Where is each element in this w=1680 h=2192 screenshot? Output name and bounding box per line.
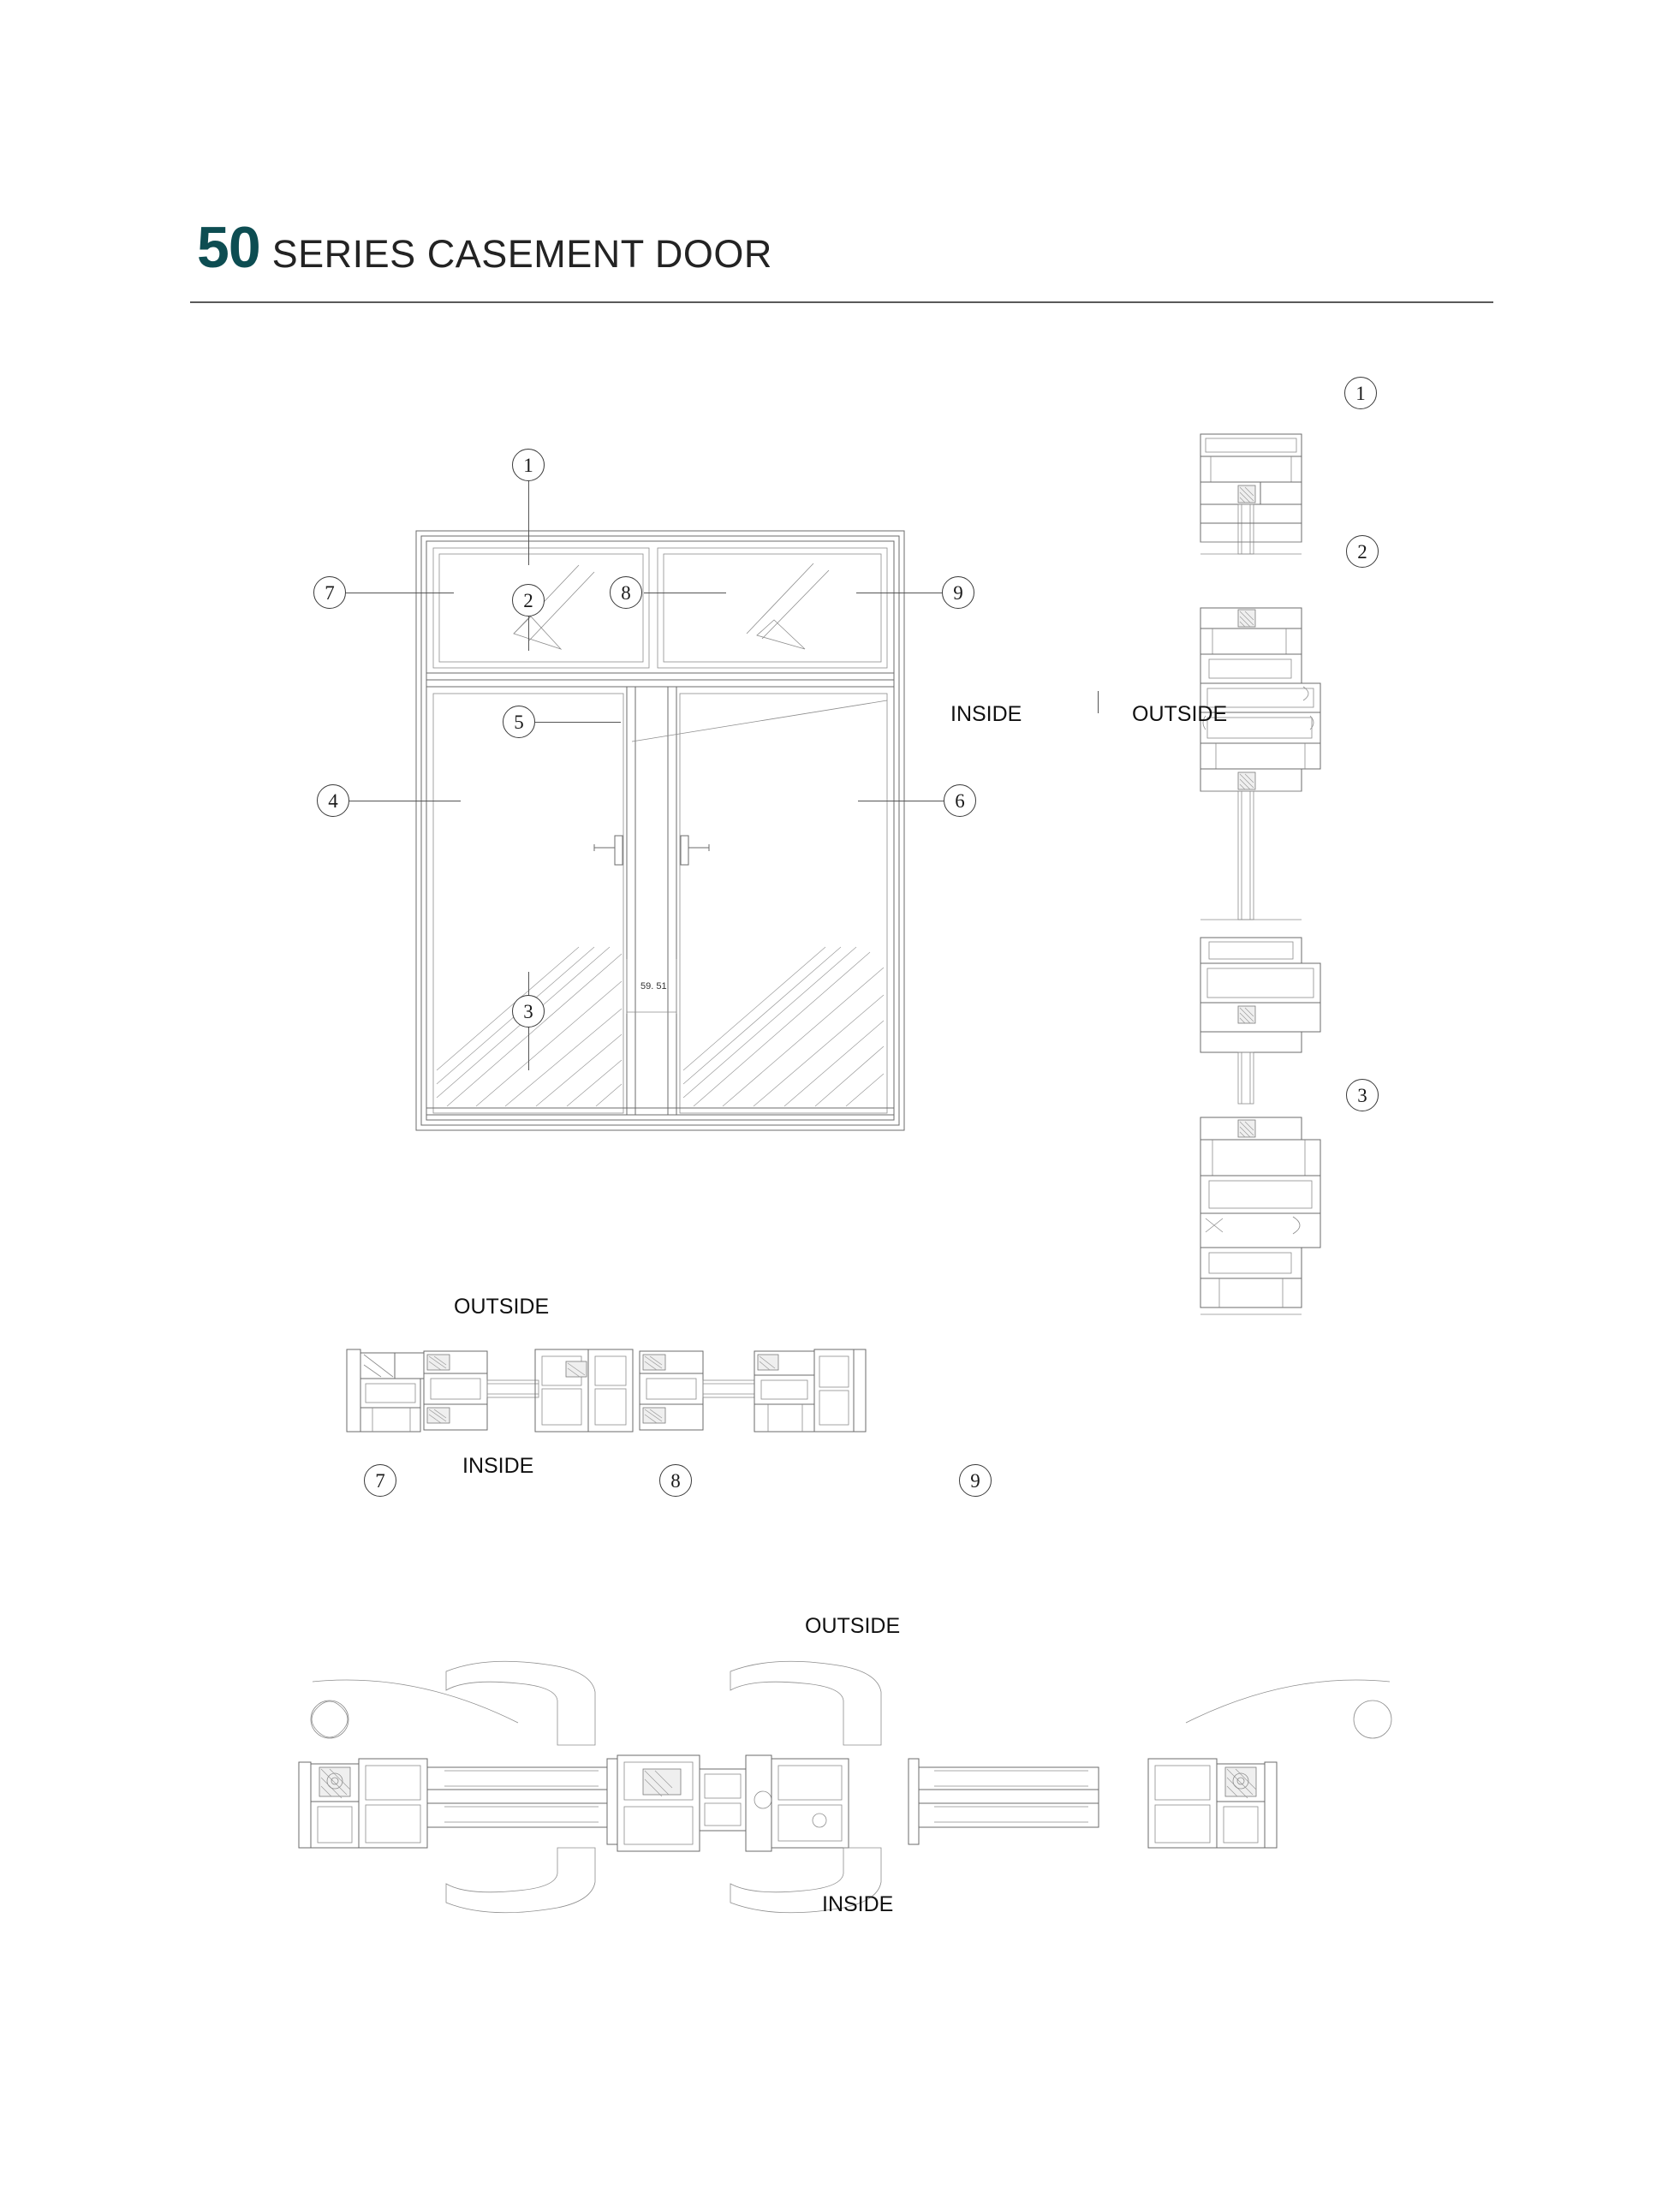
callout-4[interactable] xyxy=(317,784,349,817)
outside-label-horizontal: OUTSIDE xyxy=(454,1295,550,1319)
callout-label: 7 xyxy=(325,581,335,604)
callout-6[interactable] xyxy=(944,784,976,817)
page-header xyxy=(190,215,1493,303)
leader-line xyxy=(528,616,529,651)
inside-label-vertical: INSIDE xyxy=(950,702,1022,726)
callout-9[interactable] xyxy=(942,576,974,609)
callout-1[interactable] xyxy=(512,449,545,481)
callout-horizontal-8[interactable] xyxy=(659,1464,692,1497)
callout-2[interactable] xyxy=(512,584,545,616)
callout-label: 7 xyxy=(375,1469,385,1492)
callout-vertical-1[interactable] xyxy=(1344,377,1377,409)
callout-horizontal-7[interactable] xyxy=(364,1464,396,1497)
series-number: 50 xyxy=(197,215,260,280)
series-title: SERIES CASEMENT DOOR xyxy=(271,232,772,276)
door-elevation-drawing xyxy=(325,454,965,1173)
callout-label: 1 xyxy=(1355,382,1366,404)
leader-line xyxy=(528,480,529,565)
outside-label-handle: OUTSIDE xyxy=(805,1614,901,1638)
leader-line xyxy=(535,722,621,723)
callout-label: 2 xyxy=(1357,540,1367,563)
title-divider xyxy=(190,301,1493,303)
callout-label: 6 xyxy=(955,789,965,812)
callout-label: 3 xyxy=(523,1000,533,1022)
callout-label: 2 xyxy=(523,589,533,611)
outside-label-vertical: OUTSIDE xyxy=(1132,702,1228,726)
callout-label: 8 xyxy=(670,1469,681,1492)
callout-label: 9 xyxy=(970,1469,980,1492)
inside-label-horizontal: INSIDE xyxy=(462,1454,534,1478)
callout-horizontal-9[interactable] xyxy=(959,1464,992,1497)
callout-label: 5 xyxy=(514,711,524,733)
callout-vertical-2[interactable] xyxy=(1346,535,1379,568)
callout-label: 8 xyxy=(621,581,631,604)
callout-label: 3 xyxy=(1357,1084,1367,1106)
inside-label-handle: INSIDE xyxy=(822,1892,894,1916)
callout-label: 9 xyxy=(953,581,963,604)
callout-5[interactable] xyxy=(503,706,535,738)
callout-label: 1 xyxy=(523,454,533,476)
callout-7[interactable] xyxy=(313,576,346,609)
callout-3[interactable] xyxy=(512,995,545,1028)
handle-section-drawing xyxy=(295,1614,1409,1952)
page-title xyxy=(190,215,1493,280)
callout-8[interactable] xyxy=(610,576,642,609)
callout-vertical-3[interactable] xyxy=(1346,1079,1379,1111)
callout-label: 4 xyxy=(328,789,338,812)
leader-line xyxy=(1098,691,1099,713)
vertical-section-drawing xyxy=(950,382,1379,1374)
horizontal-section-drawing xyxy=(338,1295,1023,1492)
dimension-label: 59. 51 xyxy=(640,981,667,992)
